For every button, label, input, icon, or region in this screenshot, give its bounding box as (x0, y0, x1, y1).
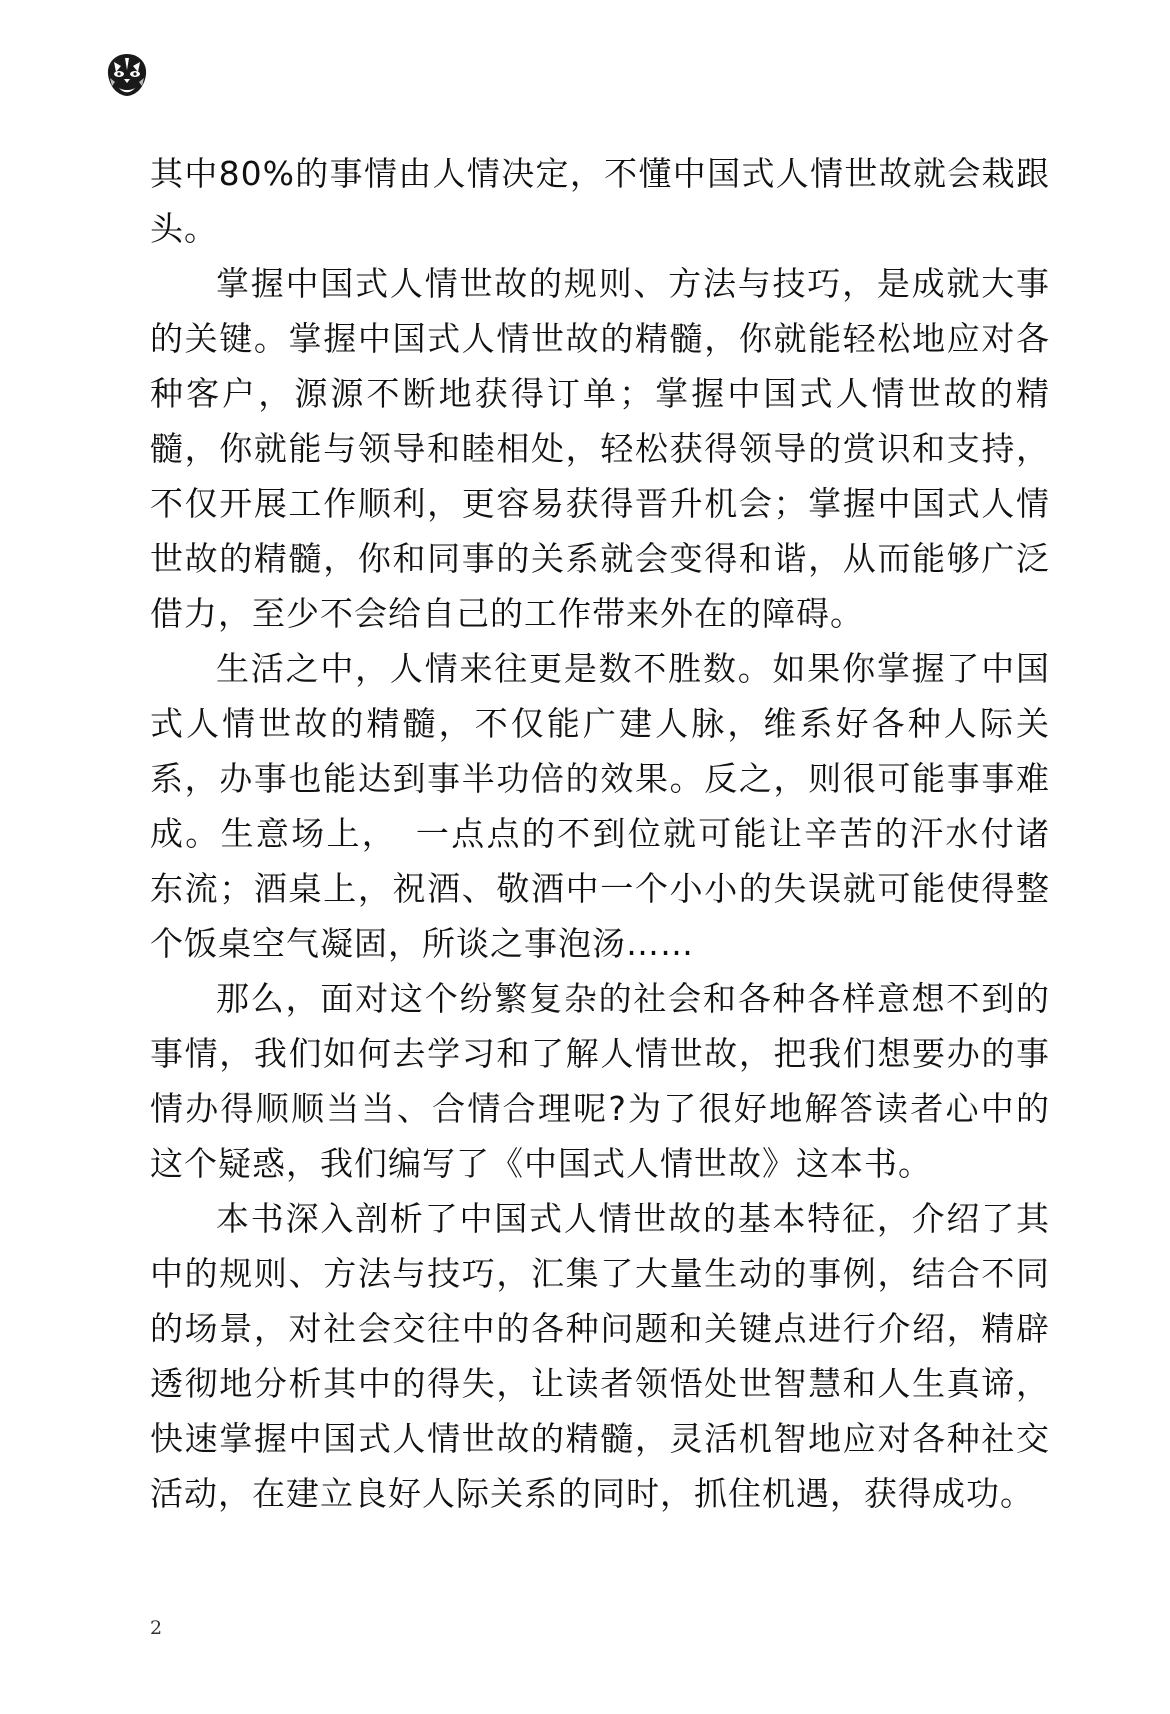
paragraph: 生活之中，人情来往更是数不胜数。如果你掌握了中国式人情世故的精髓，不仅能广建人脉，维系好各种人际关系，办事也能达到事半功倍的效果。反之，则很可能事事难成。生意场上， 一点点的不到位就可能让辛苦的汗水付诸东流；酒桌上，祝酒、敬酒中一个小小的失误就可能使得整个饭桌空气凝固，所谈之事泡汤…… (150, 649, 1050, 963)
paragraph: 本书深入剖析了中国式人情世故的基本特征，介绍了其中的规则、方法与技巧，汇集了大量生动的事例，结合不同的场景，对社会交往中的各种问题和关键点进行介绍，精辟透彻地分析其中的得失，让读者领悟处世智慧和人生真谛，快速掌握中国式人情世故的精髓，灵活机智地应对各种社交活动，在建立良好人际关系的同时，抓住机遇，获得成功。 (150, 1199, 1050, 1513)
body-text (150, 146, 1050, 1521)
paragraph: 那么，面对这个纷繁复杂的社会和各种各样意想不到的事情，我们如何去学习和了解人情世故，把我们想要办的事情办得顺顺当当、合情合理呢?为了很好地解答读者心中的这个疑惑，我们编写了《中国式人情世故》这本书。 (150, 979, 1050, 1183)
opera-mask-icon (104, 52, 150, 98)
paragraph-continuation: 其中80%的事情由人情决定，不懂中国式人情世故就会栽跟头。 (150, 154, 1050, 248)
page-number: 2 (150, 1617, 163, 1639)
paragraph: 掌握中国式人情世故的规则、方法与技巧，是成就大事的关键。掌握中国式人情世故的精髓，你就能轻松地应对各种客户，源源不断地获得订单；掌握中国式人情世故的精髓，你就能与领导和睦相处，轻松获得领导的赏识和支持，不仅开展工作顺利，更容易获得晋升机会；掌握中国式人情世故的精髓，你和同事的关系就会变得和谐，从而能够广泛借力，至少不会给自己的工作带来外在的障碍。 (150, 264, 1050, 633)
